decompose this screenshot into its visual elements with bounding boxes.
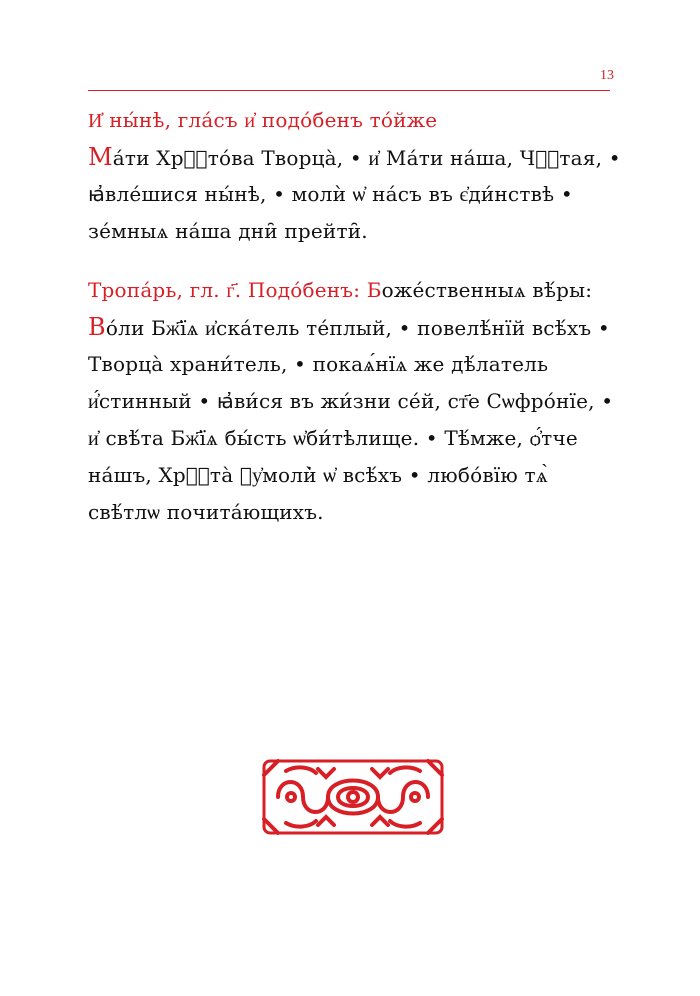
text-line-body: а́ти Хрⷭ҇то́ва Творца̀, • и҆ Ма́ти на́ша, Чⷭ҇тая, • <box>112 146 621 170</box>
text-line: зе́мныѧ на́ша дни̑ прейти̑. <box>88 219 368 243</box>
text-line: свѣ́тлѡ почита́ющихъ. <box>88 500 324 524</box>
text-line: и҆́стинный • ꙗ҆ви́ся въ жи́зни се́й, ст҃е Сѡфро́нїе, • <box>88 389 614 413</box>
text-line: и҆ свѣ́та Бж҃їѧ бы́сть ѡ҆би́тѣлище. • Тѣ́мже, ѻ҆́тче <box>88 426 578 450</box>
header-rule <box>88 90 610 91</box>
troparion-block <box>88 272 618 531</box>
drop-initial: М <box>88 143 113 171</box>
block-heading <box>88 272 618 309</box>
heading-rest: оже́ственныѧ вѣ́ры: <box>381 278 593 302</box>
text-line <box>88 139 621 176</box>
block-heading: И҆ ны́нѣ, гла́съ и҆ подо́бенъ то́йже <box>88 108 438 132</box>
heading-initial: Б <box>366 278 382 302</box>
heading-rubric: Тропа́рь, гл. г҃. Подо́бенъ: <box>88 278 367 302</box>
text-line: Творца̀ храни́тель, • покаѧ́нїѧ же дѣ́латель <box>88 352 549 376</box>
interlace-ornament-icon <box>258 757 448 837</box>
text-line: ꙗ҆вле́шися ны́нѣ, • молѝ ѡ҆ на́съ въ є҆ди́нствѣ • <box>88 182 573 206</box>
text-line <box>88 309 618 346</box>
page-number: 13 <box>600 68 614 83</box>
hymn-block-1 <box>88 102 621 250</box>
text-line: на́шъ, Хрⷭ҇та̀ ᲂу҆моли̇̀ ѡ҆ всѣ́хъ • любо́вїю тѧ̀ <box>88 463 548 487</box>
drop-initial: В <box>88 313 106 341</box>
text-line-body: о́ли Бж҃їѧ и҆ска́тель те́плый, • повелѣ́нїй всѣ́хъ • <box>105 316 610 340</box>
